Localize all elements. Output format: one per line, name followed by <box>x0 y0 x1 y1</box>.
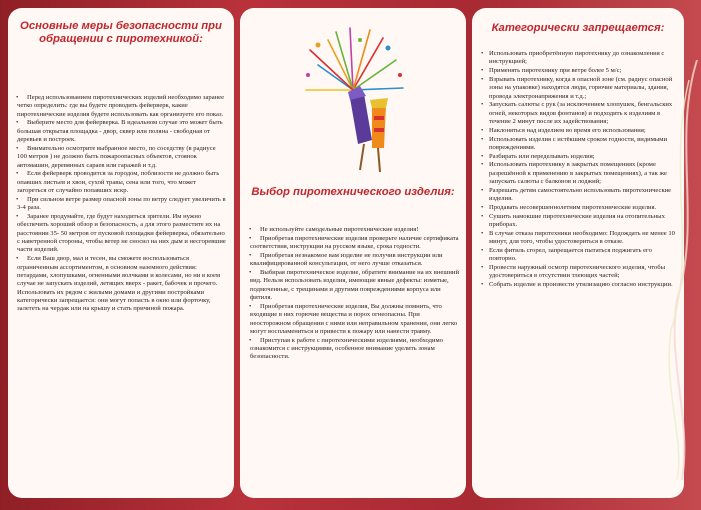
list-item: • Выберите место для фейерверка. В идеальном случае это может быть большая открытая площадка - двор, сквер или поляна - свободная от деревьев и построек. <box>17 119 227 144</box>
decorative-swirl <box>667 60 701 480</box>
list-item: • Использовать изделия с истёкшим сроком годности, видимыми повреждениями. <box>481 136 678 153</box>
list-item: • Если фитиль сгорел, запрещается пытаться поджигать его повторно. <box>481 247 678 264</box>
list-item: • Взрывать пиротехнику, когда в опасной зоне (см. радиус опасной зоны на упаковке) находятся люди, горючие материалы, здания, провода электронапряжения и т.д.; <box>481 76 678 101</box>
list-item: • Приступая к работе с пиротехническими изделиями, необходимо ознакомится с инструкциями, особенное внимание уделить зонам безопасности. <box>250 337 459 362</box>
panel-prohibitions <box>472 8 684 498</box>
list-item: • Если Ваш двор, мал и тесен, вы сможете воспользоваться ограниченным ассортиментом, в основном наземного действия: петардами, хлопушками, огненными волчками и колесами, но ни в коем случае не запускать изделий, летящих вверх - ракет, бабочек и прочего. Использовать их рядом с жилыми домами и другими постройками категорически запрещается: они могут попасть в окно или форточку, залететь на чердак или на крышу и стать причиной пожара. <box>17 255 227 314</box>
prohibitions-list <box>481 50 678 290</box>
fireworks-illustration <box>288 20 418 176</box>
list-item: • Приобретая пиротехнические изделия, Вы должны помнить, что входящие в них горючие вещества и порох огнеопасны. При неосторожном обращении с ними или неправильном хранении, они легко могут воспламениться и привести к пожару или нанести травму. <box>250 303 459 336</box>
panel-title: Выбор пиротехнического изделия: <box>251 186 455 198</box>
list-item: • Если фейерверк проводится за городом, поблизости не должно быть опавших листьев и хвои, сухой травы, сена или того, что может загореться от случайно попавших искр. <box>17 170 227 195</box>
list-item: • Заранее продумайте, где будут находиться зрители. Им нужно обеспечить хороший обзор и безопасность, а для этого разместите их на расстоянии 35- 50 метров от пусковой площадки фейерверка, обязательно с наветренной стороны, чтобы ветер не сносил на них дым и несгоревшие части изделий. <box>17 213 227 255</box>
list-item: • Приобретая незнакомое вам изделие не получив инструкции или квалифицированной консультации, от него лучше отказаться. <box>250 252 459 269</box>
panel-title: Основные меры безопасности при обращении с пиротехникой: <box>20 20 222 45</box>
list-item: • Применять пиротехнику при ветре более 5 м/с; <box>481 67 678 75</box>
list-item: • Продавать несовершеннолетним пиротехнические изделия. <box>481 204 678 212</box>
list-item: • Собрать изделие и произвести утилизацию согласно инструкции. <box>481 281 678 289</box>
panel-title: Категорически запрещается: <box>491 22 665 34</box>
list-item: • Выбирая пиротехническое изделие, обратите внимание на их внешний вид. Нельзя использовать изделия, имеющие явные дефекты: измятые, подмоченные, с трещинами и другими повреждениями корпуса или фитиля. <box>250 269 459 302</box>
list-item: • Разрешать детям самостоятельно использовать пиротехнические изделия. <box>481 187 678 204</box>
list-item: • Наклоняться над изделием во время его использования; <box>481 127 678 135</box>
panel-product-choice <box>240 8 466 498</box>
list-item: • Сушить намокшие пиротехнические изделия на отопительных приборах. <box>481 213 678 230</box>
list-item: • В случае отказа пиротехники необходимо: Подождать не менее 10 минут, для того, чтобы удостовериться в отказе. <box>481 230 678 247</box>
list-item: • Внимательно осмотрите выбранное место, по соседству (в радиусе 100 метров ) не должно быть пожароопасных объектов, стоянок автомашин, деревянных сараев или гаражей и т.д. <box>17 145 227 170</box>
list-item: • Приобретая пиротехнические изделия проверьте наличие сертификата соответствия, инструкции на русском языке, срока годности. <box>250 235 459 252</box>
list-item: • Использовать приобретённую пиротехнику до ознакомления с инструкцией; <box>481 50 678 67</box>
product-choice-list <box>250 226 459 362</box>
list-item: • Провести наружный осмотр пиротехнического изделия, чтобы удостовериться в отсутствии тлеющих частей; <box>481 264 678 281</box>
panel-safety-measures <box>8 8 234 498</box>
list-item: • Не используйте самодельные пиротехнические изделия! <box>250 226 459 234</box>
list-item: • Перед использованием пиротехнических изделий необходимо заранее четко определить: где вы будете проводить фейерверк, какие пиротехнические изделия будете использовать как организуете его показ. <box>17 94 227 119</box>
list-item: • При сильном ветре размер опасной зоны по ветру следует увеличить в 3-4 раза. <box>17 196 227 213</box>
list-item: • Запускать салюты с рук (за исключением хлопушек, бенгальских огней, некоторых видов фонтанов) и подходить к изделиям в течение 2 минут после их задействования; <box>481 101 678 126</box>
list-item: • Использовать пиротехнику в закрытых помещениях (кроме разрешённой к применению в закрытых помещениях), а так же запускать салюты с балконов и лоджий; <box>481 161 678 186</box>
list-item: • Разбирать или переделывать изделия; <box>481 153 678 161</box>
safety-list <box>17 94 227 314</box>
